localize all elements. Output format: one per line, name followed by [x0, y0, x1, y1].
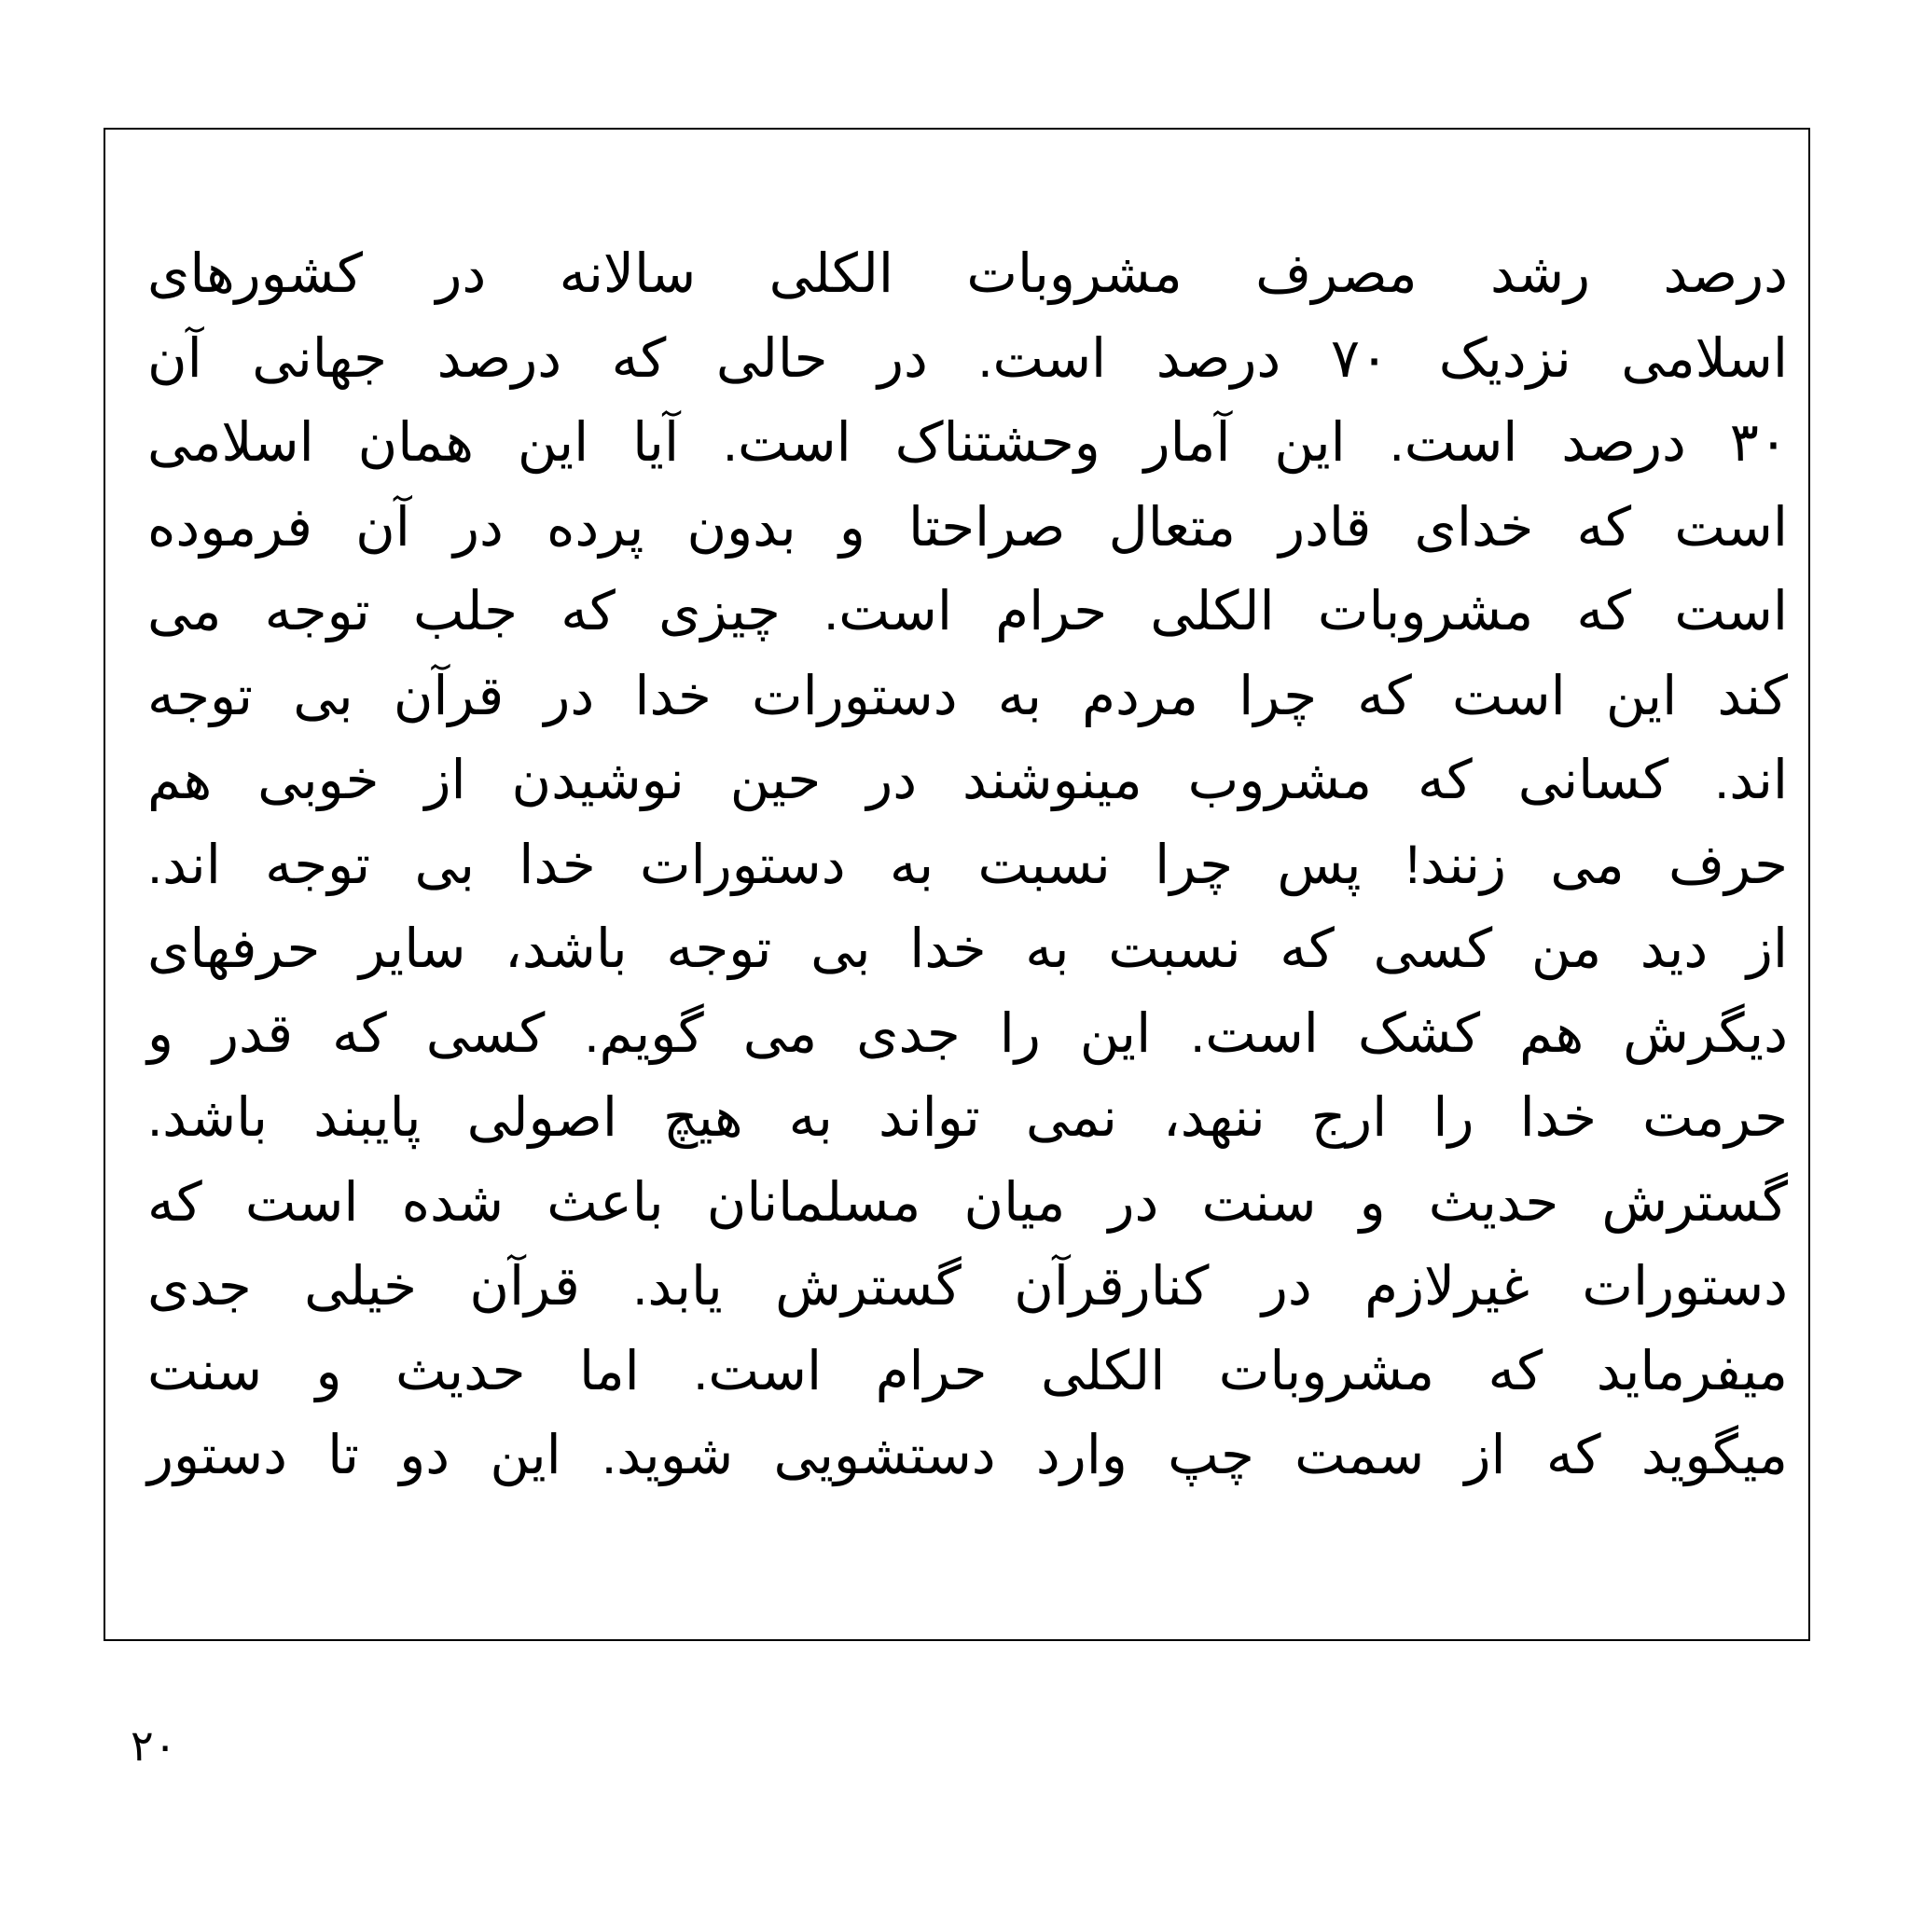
text-line: میگوید که از سمت چپ وارد دستشویی شوید. این دو تا دستور	[147, 1425, 1788, 1485]
text-line: درصد رشد مصرف مشروبات الکلی سالانه در کشورهای	[147, 243, 1788, 304]
text-line: حرف می زنند! پس چرا نسبت به دستورات خدا بی توجه اند.	[147, 834, 1788, 895]
text-line: حرمت خدا را ارج ننهد، نمی تواند به هیچ اصولی پایبند باشد.	[147, 1087, 1789, 1148]
text-line: اسلامی نزدیک ۷۰ درصد است. در حالی که درصد جهانی آن	[147, 327, 1789, 389]
text-line: ۳۰ درصد است. این آمار وحشتناک است. آیا این همان اسلامی	[147, 412, 1788, 473]
text-line: گسترش حدیث و سنت در میان مسلمانان باعث شده است که	[147, 1171, 1788, 1233]
text-line: میفرماید که مشروبات الکلی حرام است. اما حدیث و سنت	[147, 1340, 1788, 1401]
text-line: از دید من کسی که نسبت به خدا بی توجه باشد، سایر حرفهای	[147, 918, 1788, 979]
text-line: دیگرش هم کشک است. این را جدی می گویم. کسی که قدر و	[147, 1002, 1788, 1064]
page-number: ۲۰	[131, 1721, 177, 1770]
body-text	[147, 232, 1788, 1498]
text-line: دستورات غیرلازم در کنارقرآن گسترش یابد. قرآن خیلی جدی	[147, 1256, 1788, 1317]
text-line: کند این است که چرا مردم به دستورات خدا در قرآن بی توجه	[147, 665, 1788, 726]
text-frame	[104, 128, 1810, 1641]
text-line: است که خدای قادر متعال صراحتا و بدون پرده در آن فرموده	[147, 496, 1788, 558]
text-line: است که مشروبات الکلی حرام است. چیزی که جلب توجه می	[147, 581, 1788, 642]
text-line: اند. کسانی که مشروب مینوشند در حین نوشیدن از خوبی هم	[147, 750, 1788, 810]
